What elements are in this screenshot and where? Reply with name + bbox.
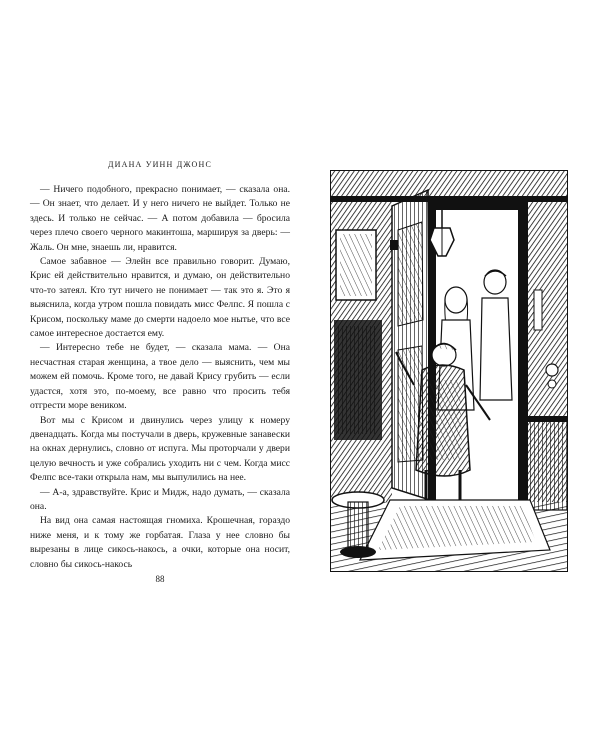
paragraph: Самое забавное — Элейн все правильно говорит. Думаю, Крис ей действительно нравится, и думаю, он действительно что-то затеял. Кто тут ничего не понимает — так это я. Это я выяснила, когда утром пошла повидать мисс Фелпс. Я пошла с Крисом, поскольку маме до смерти надоело мое нытье, что все самое интересное достается ему. [30, 256, 290, 340]
paragraph: — А-а, здравствуйте. Крис и Мидж, надо думать, — сказала она. [30, 486, 290, 512]
paragraph: Вот мы с Крисом и двинулись через улицу к номеру двенадцать. Когда мы постучали в дверь, кружевные занавески на окнах дернулись, словно от испуга. Мы проторчали у двери целую вечность и уже собрались уходить ни с чем. Когда мисс Фелпс все-таки открыла нам, мы выпулились на нее. [30, 414, 290, 484]
paragraph: На вид она самая настоящая гномиха. Крошечная, гораздо ниже меня, и к тому же горбатая. Глаза у нее словно бы вырезаны в лице сикось-накось, а очки, которые она носит, словно бы сикось-накось [30, 515, 290, 570]
left-page [30, 160, 290, 572]
paragraph: — Интересно тебе не будет, — сказала мама. — Она несчастная старая женщина, а твое дело — выяснить, чем мы можем ей помочь. Кроме того, не давай Крису грубить — если удастся, хотя это, по-моему, все равно что просить тебя отгрести море веником. [30, 342, 290, 412]
running-head: ДИАНА УИНН ДЖОНС [107, 160, 213, 169]
illustration-drawing [330, 170, 568, 572]
doorway-illustration [330, 170, 568, 572]
paragraph: — Ничего подобного, прекрасно понимает, — сказала она. — Он знает, что делает. И у него ничего не выйдет. Только не здесь. И только не сейчас. — А потом добавила — бросила через плечо своего черного макинтоша, маршируя за дверь: — Жаль. Он мне, знаешь ли, нравится. [30, 184, 290, 253]
body-text [30, 183, 290, 572]
page-number: 88 [155, 574, 165, 584]
